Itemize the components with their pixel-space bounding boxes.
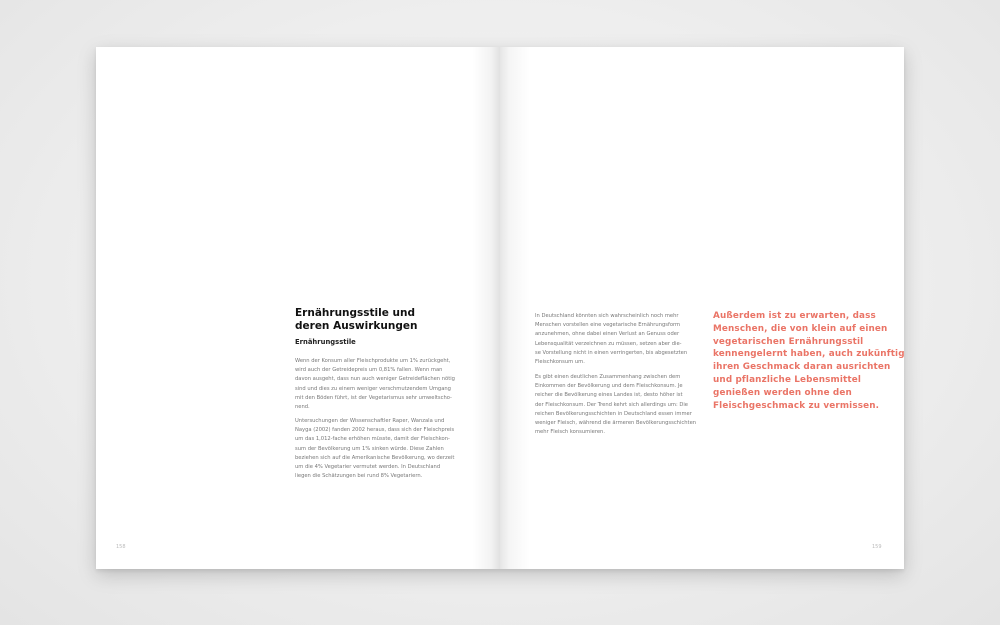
text-line: mehr Fleisch konsumieren. <box>535 429 605 436</box>
text-line: In Deutschland könnten sich wahrscheinlich noch mehr <box>535 313 679 319</box>
text-line: davon ausgeht, dass nun auch weniger Getreideflächen nötig <box>295 376 455 383</box>
quote-line: ihren Geschmack daran ausrichten <box>713 362 891 373</box>
text-line: der Fleischkonsum. Der Trend kehrt sich allerdings um: Die <box>535 401 688 408</box>
text-line: nend. <box>295 404 310 411</box>
section-heading-line1: Ernährungsstile und <box>295 307 415 319</box>
right-gutter-shadow <box>500 47 530 569</box>
left-paragraph-1 <box>295 357 455 412</box>
left-paragraph-2 <box>295 417 454 481</box>
text-line: Einkommen der Bevölkerung und dem Fleischkonsum. Je <box>535 383 683 390</box>
text-line: Untersuchungen der Wissenschaftler Raper, Wanzala und <box>295 418 445 424</box>
text-line: sum der Bevölkerung um 1% sinken würde. Diese Zahlen <box>295 445 444 452</box>
page-number-right: 159 <box>872 544 882 550</box>
text-line: reicher die Bevölkerung eines Landes ist, desto höher ist <box>535 392 683 399</box>
quote-line: und pflanzliche Lebensmittel <box>713 374 861 385</box>
text-line: se Vorstellung nicht in einen verringerten, bis abgesetzten <box>535 349 688 356</box>
right-page <box>500 47 904 569</box>
text-line: anzunehmen, ohne dabei einen Verlust an Genuss oder <box>535 331 680 338</box>
quote-line: genießen werden ohne den <box>713 387 852 398</box>
quote-line: Außerdem ist zu erwarten, dass <box>713 311 876 321</box>
quote-line: kennengelernt haben, auch zukünftig <box>713 349 905 360</box>
quote-line: Menschen, die von klein auf einen <box>713 323 888 334</box>
text-line: Es gibt einen deutlichen Zusammenhang zwischen dem <box>535 374 681 380</box>
text-line: sind und dies zu einem weniger verschmutzendem Umgang <box>295 385 451 392</box>
right-paragraph-1 <box>535 312 687 367</box>
text-line: um das 1,012-fache erhöhen müsste, damit der Fleischkon- <box>295 436 450 443</box>
quote-line: Fleischgeschmack zu vermissen. <box>713 400 880 411</box>
text-line: Nayga (2002) fanden 2002 heraus, dass sich der Fleischpreis <box>295 427 455 434</box>
text-line: beziehen sich auf die Amerikanische Bevölkerung, wo derzeit <box>295 454 455 461</box>
page-number-left: 158 <box>116 544 126 550</box>
text-line: um die 4% Vegetarier vermutet werden. In Deutschland <box>295 464 441 471</box>
text-line: Lebensqualität verzeichnen zu müssen, setzen aber die- <box>535 340 682 347</box>
quote-line: vegetarischen Ernährungsstil <box>713 336 864 347</box>
section-heading <box>295 307 485 333</box>
text-line: reichen Bevölkerungsschichten in Deutschland essen immer <box>535 410 692 417</box>
text-line: mit den Böden führt, ist der Vegetarismus sehr umweltscho- <box>295 394 452 401</box>
text-line: weniger Fleisch, während die ärmeren Bevölkerungsschichten <box>535 420 697 427</box>
left-page <box>96 47 500 569</box>
text-line: Wenn der Konsum aller Fleischprodukte um 1% zurückgeht, <box>295 358 451 364</box>
right-paragraph-2 <box>535 373 696 437</box>
pull-quote <box>713 310 905 412</box>
subsection-heading: Ernährungsstile <box>295 338 356 346</box>
book-spread <box>96 47 904 569</box>
text-line: liegen die Schätzungen bei rund 8% Vegetariern. <box>295 473 423 480</box>
text-line: Fleischkonsum um. <box>535 359 585 366</box>
text-line: wird auch der Getreidepreis um 0,81% fallen. Wenn man <box>295 367 443 374</box>
section-heading-line2: deren Auswirkungen <box>295 320 418 332</box>
text-line: Menschen vorstellen eine vegetarische Ernährungsform <box>535 322 681 329</box>
